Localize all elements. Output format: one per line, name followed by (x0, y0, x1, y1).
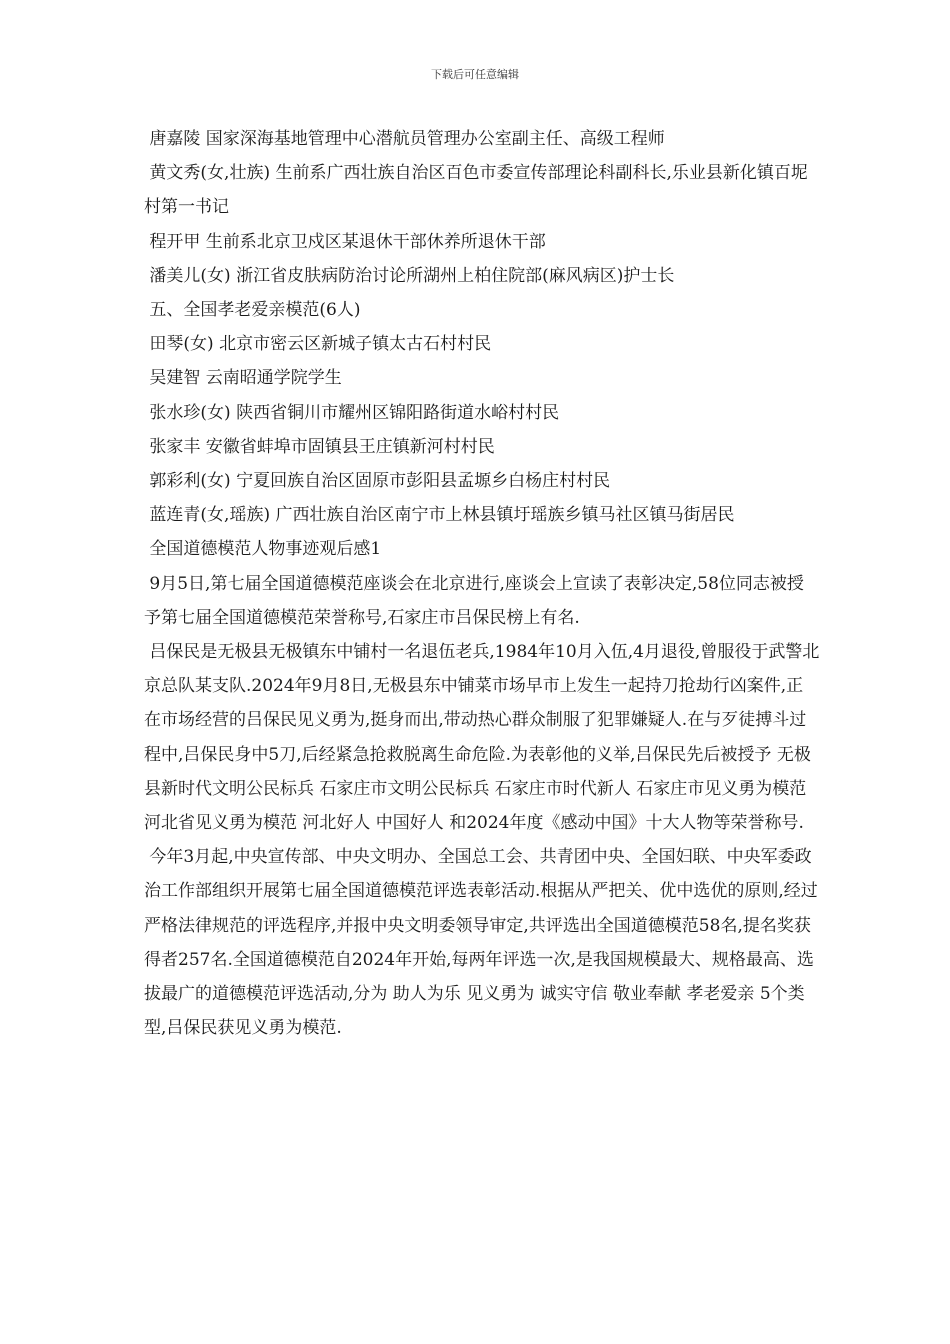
paragraph-honoree-tian-qin: 田琴(女) 北京市密云区新城子镇太古石村村民 (144, 334, 492, 355)
essay-paragraph: 吕保民是无极县无极镇东中铺村一名退伍老兵,1984年10月入伍,4月退役,曾服役于武警北京总队某支队.2024年9月8日,无极县东中铺菜市场早市上发生一起持刀抢劫行凶案件,正在市场经营的吕保民见义勇为,挺身而出,带动热心群众制服了犯罪嫌疑人.在与歹徒搏斗过程中,吕保民身中5刀,后经紧急抢救脱离生命危险.为表彰他的义举,吕保民先后被授予 无极县新时代文明公民标兵 石家庄市文明公民标兵 石家庄市时代新人 石家庄市见义勇为模范 河北省见义勇为模范 河北好人 中国好人 和2024年度《感动中国》十大人物等荣誉称号. (144, 642, 820, 834)
paragraph-honoree-huang-wenxiu: 黄文秀(女,壮族) 生前系广西壮族自治区百色市委宣传部理论科副科长,乐业县新化镇百坭村第一书记 (144, 163, 808, 218)
paragraph-honoree-tang-jialing: 唐嘉陵 国家深海基地管理中心潜航员管理办公室副主任、高级工程师 (144, 129, 665, 149)
paragraph-honoree-pan-meier: 潘美儿(女) 浙江省皮肤病防治讨论所湖州上柏住院部(麻风病区)护士长 (144, 265, 675, 286)
document-body (144, 122, 820, 1045)
paragraph-honoree-guo-caili: 郭彩利(女) 宁夏回族自治区固原市彭阳县孟塬乡白杨庄村村民 (144, 471, 611, 492)
paragraph-honoree-lan-lianqing: 蓝连青(女,瑶族) 广西壮族自治区南宁市上林县镇圩瑶族乡镇马社区镇马街居民 (144, 505, 735, 526)
page-header: 下载后可任意编辑 (431, 68, 519, 81)
paragraph-honoree-zhang-jiafeng: 张家丰 安徽省蚌埠市固镇县王庄镇新河村村民 (144, 436, 495, 457)
essay-paragraph: 今年3月起,中央宣传部、中央文明办、全国总工会、共青团中央、全国妇联、中央军委政治工作部组织开展第七届全国道德模范评选表彰活动.根据从严把关、优中选优的原则,经过严格法律规范的评选程序,并报中央文明委领导审定,共评选出全国道德模范58名,提名奖获得者257名.全国道德模范自2024年开始,每两年评选一次,是我国规模最大、规格最高、选拔最广的道德模范评选活动,分为 助人为乐 见义勇为 诚实守信 敬业奉献 孝老爱亲 5个类型,吕保民获见义勇为模范. (144, 847, 818, 1039)
essay-paragraph: 9月5日,第七届全国道德模范座谈会在北京进行,座谈会上宣读了表彰决定,58位同志被授予第七届全国道德模范荣誉称号,石家庄市吕保民榜上有名. (144, 573, 804, 628)
essay-title: 全国道德模范人物事迹观后感1 (144, 539, 382, 560)
paragraph-honoree-wu-jianzhi: 吴建智 云南昭通学院学生 (144, 368, 342, 389)
paragraph-honoree-zhang-shuizhen: 张水珍(女) 陕西省铜川市耀州区锦阳路街道水峪村村民 (144, 402, 560, 423)
section-heading-filial-piety: 五、全国孝老爱亲模范(6人) (144, 300, 361, 321)
paragraph-honoree-cheng-kaijia: 程开甲 生前系北京卫戍区某退休干部休养所退休干部 (144, 231, 546, 252)
